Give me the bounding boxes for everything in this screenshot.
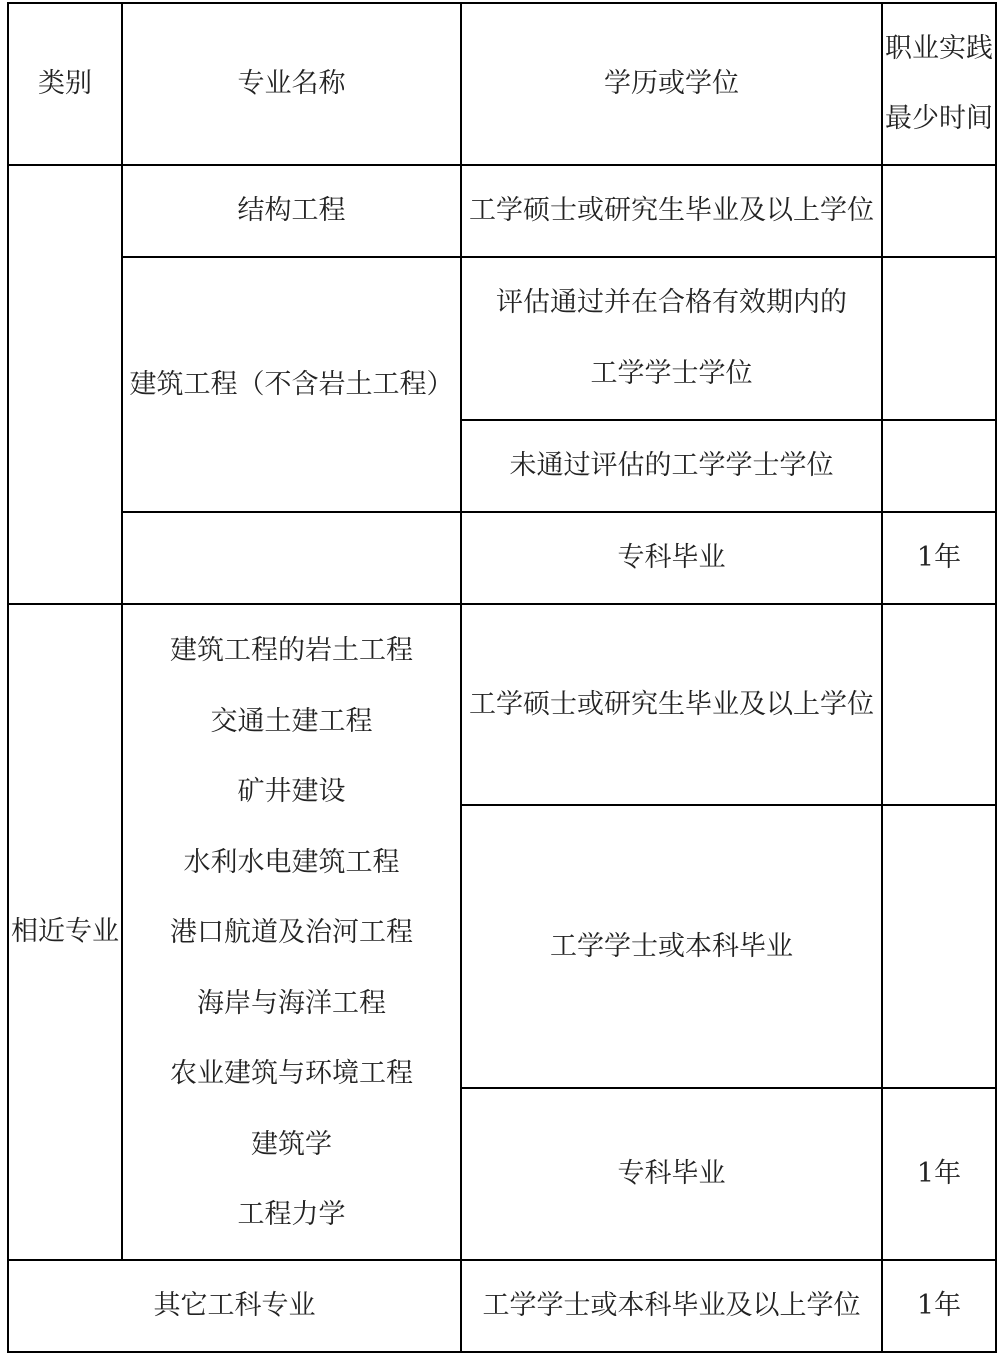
related-degree-master <box>462 605 881 804</box>
related-category-text: 相近专业 <box>11 916 119 947</box>
building-degree-assessed-line1: 评估通过并在合格有效期内的 <box>496 287 847 318</box>
header-major-text: 专业名称 <box>237 68 346 99</box>
structure-major-text: 结构工程 <box>237 195 346 226</box>
list-item: 水利水电建筑工程 <box>183 846 400 878</box>
college-degree-text: 专科毕业 <box>617 542 726 573</box>
other-category-text: 其它工科专业 <box>153 1290 316 1321</box>
related-degree-college <box>462 1089 881 1259</box>
related-practice-college <box>883 1089 995 1259</box>
related-degree-college-text: 专科毕业 <box>617 1158 726 1189</box>
related-category <box>9 605 121 1259</box>
building-degree-unassessed <box>462 421 881 511</box>
building-degree-unassessed-text: 未通过评估的工学学士学位 <box>509 450 834 481</box>
list-item: 交通土建工程 <box>210 705 373 737</box>
other-degree-text: 工学学士或本科毕业及以上学位 <box>482 1290 861 1321</box>
related-practice-college-text: 1年 <box>916 1158 962 1189</box>
related-majors-list <box>123 616 460 1251</box>
structure-major <box>123 166 460 256</box>
college-degree <box>462 513 881 603</box>
header-practice-line1: 职业实践 <box>885 32 993 64</box>
list-item: 农业建筑与环境工程 <box>170 1058 413 1089</box>
header-degree <box>462 4 881 164</box>
list-item: 工程力学 <box>237 1199 346 1230</box>
structure-degree <box>462 166 881 256</box>
header-practice-line2: 最少时间 <box>885 103 993 134</box>
header-practice <box>883 4 995 164</box>
college-practice <box>883 513 995 603</box>
related-degree-bachelor-text: 工学学士或本科毕业 <box>550 930 793 962</box>
grid-line <box>7 1351 997 1353</box>
building-major-text: 建筑工程（不含岩土工程） <box>129 368 454 400</box>
list-item: 港口航道及治河工程 <box>170 917 413 948</box>
building-degree-assessed-line2: 工学学士学位 <box>590 357 753 389</box>
list-item: 建筑工程的岩土工程 <box>170 635 413 666</box>
list-item: 海岸与海洋工程 <box>197 987 386 1019</box>
related-degree-bachelor <box>462 806 881 1087</box>
structure-degree-text: 工学硕士或研究生毕业及以上学位 <box>469 195 874 226</box>
list-item: 矿井建设 <box>237 776 346 807</box>
building-degree-assessed <box>462 258 881 419</box>
other-practice <box>883 1261 995 1351</box>
grid-line <box>995 2 997 1353</box>
building-major <box>123 258 460 511</box>
list-item: 建筑学 <box>251 1128 332 1160</box>
other-degree <box>462 1261 881 1351</box>
college-practice-text: 1年 <box>916 542 962 573</box>
other-practice-text: 1年 <box>916 1290 962 1321</box>
header-category <box>9 4 121 164</box>
header-category-text: 类别 <box>38 68 92 99</box>
other-category <box>9 1261 460 1351</box>
header-degree-text: 学历或学位 <box>604 68 739 99</box>
related-degree-master-text: 工学硕士或研究生毕业及以上学位 <box>469 688 874 720</box>
header-major <box>123 4 460 164</box>
